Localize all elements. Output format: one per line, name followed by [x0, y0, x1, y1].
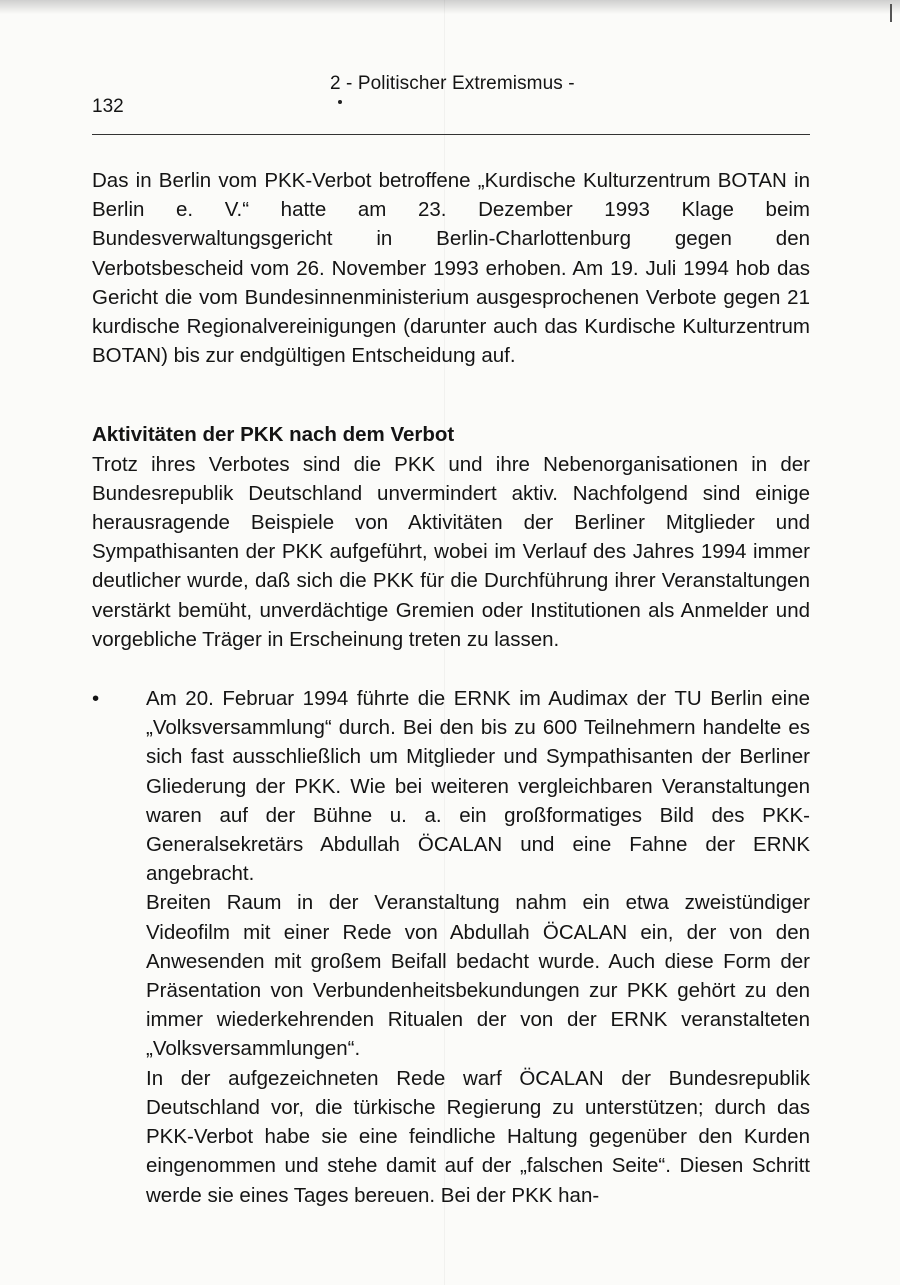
scan-mark: [890, 4, 892, 22]
header-dot-mark: [338, 100, 342, 104]
page-body: [92, 166, 810, 1210]
running-header-title: 2 - Politischer Extremismus -: [330, 73, 575, 94]
section-heading: Aktivitäten der PKK nach dem Verbot: [92, 423, 455, 447]
paragraph-botan-lawsuit: Das in Berlin vom PKK-Verbot betroffene „Kurdische Kulturzentrum BOTAN in Berlin e. V.“ hatte am 23. Dezember 1993 Klage beim Bundesverwaltungsgericht in Berlin-Charlottenburg gegen den Verbotsbescheid vom 26. November 1993 erhoben. Am 19. Juli 1994 hob das Gericht die vom Bundesinnenministerium ausgesprochenen Verbote gegen 21 kurdische Regionalvereinigungen (darunter auch das Kurdische Kulturzentrum BOTAN) bis zur endgültigen Entscheidung auf.: [92, 169, 810, 368]
bullet-list-item: [92, 684, 810, 1210]
scan-shadow-edge: [0, 0, 900, 14]
header-divider: [92, 134, 810, 135]
bullet-paragraph-video: Breiten Raum in der Veranstaltung nahm ein etwa zweistündiger Videofilm mit einer Rede von Abdullah ÖCALAN ein, der von den Anwesenden mit großem Beifall bedacht wurde. Auch diese Form der Präsentation von Verbundenheitsbekundungen zur PKK gehört zu den immer wiederkehrenden Ritualen der von der ERNK veranstalteten „Volksversammlungen“.: [146, 891, 810, 1061]
bullet-marker: •: [92, 687, 100, 711]
paragraph-pkk-activities: Trotz ihres Verbotes sind die PKK und ihre Nebenorganisationen in der Bundesrepublik Deutschland unvermindert aktiv. Nachfolgend sind einige herausragende Beispiele von Aktivitäten der Berliner Mitglieder und Sympathisanten der PKK aufgeführt, wobei im Verlauf des Jahres 1994 immer deutlicher wurde, daß sich die PKK für die Durchführung ihrer Veranstaltungen verstärkt bemüht, unverdächtige Gremien oder Institutionen als Anmelder und vorgebliche Träger in Erscheinung treten zu lassen.: [92, 452, 810, 651]
page-number: 132: [92, 96, 124, 117]
bullet-paragraph-event: Am 20. Februar 1994 führte die ERNK im Audimax der TU Berlin eine „Volksversammlung“ durch. Bei den bis zu 600 Teilnehmern handelte es sich fast ausschließlich um Mitglieder und Sympathisanten der Berliner Gliederung der PKK. Wie bei weiteren vergleichbaren Veranstaltungen waren auf der Bühne u. a. ein großformatiges Bild des PKK-Generalsekretärs Abdullah ÖCALAN und eine Fahne der ERNK angebracht.: [146, 687, 810, 886]
bullet-paragraph-speech: In der aufgezeichneten Rede warf ÖCALAN der Bundesrepublik Deutschland vor, die türkische Regierung zu unterstützen; durch das PKK-Verbot habe sie eine feindliche Haltung gegenüber den Kurden eingenommen und stehe damit auf der „falschen Seite“. Diesen Schritt werde sie eines Tages bereuen. Bei der PKK han-: [146, 1066, 810, 1207]
